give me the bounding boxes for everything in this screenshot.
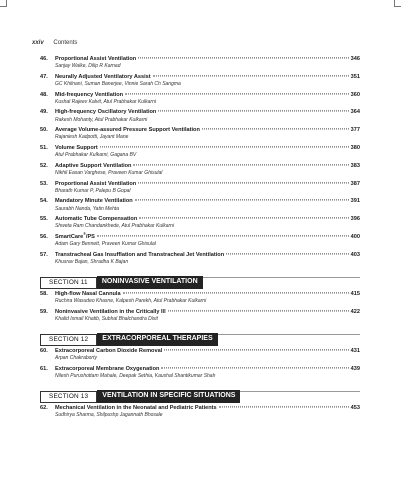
crop-mark-left <box>0 0 7 7</box>
chapter-title <box>55 216 137 223</box>
dot-leader <box>161 367 348 368</box>
dot-leader <box>138 182 348 183</box>
chapter-title-text: Proportional Assist Ventilation <box>55 180 137 187</box>
dot-leader <box>158 111 348 112</box>
page-ref: 383 <box>350 162 360 169</box>
page-ref: 403 <box>350 251 360 258</box>
chapter-title-text: Proportional Assist Ventilation <box>55 56 137 62</box>
chapter-title-text: Mandatory Minute Ventilation <box>55 198 133 205</box>
chapter-title-text: Extracorporeal Membrane Oxygenation <box>55 365 160 372</box>
chapter-number: 52. <box>40 162 48 169</box>
section-title: VENTILATION IN SPECIFIC SITUATIONS <box>97 390 240 403</box>
chapter-title-text: Noninvasive Ventilation in the Critically Ill <box>55 308 166 315</box>
chapter-title <box>55 181 136 188</box>
dot-leader <box>97 235 349 236</box>
dot-leader <box>153 75 349 76</box>
toc-entry[interactable] <box>40 234 360 247</box>
toc-entry[interactable] <box>40 56 360 69</box>
toc-entry[interactable] <box>40 92 360 105</box>
page-ref: 400 <box>350 233 360 240</box>
chapter-title-text: Neurally Adjusted Ventilatory Assist <box>55 73 151 80</box>
chapter-authors: Shweta Ram Chandankhede, Atul Prabhakar Kulkarni <box>55 223 175 230</box>
entry-list <box>40 291 360 322</box>
chapter-authors: Sudhirya Sharma, Shilpushp Jagannath Bhosale <box>55 412 163 419</box>
chapter-title-text: Extracorporeal Carbon Dioxide Removal <box>55 347 163 354</box>
dot-leader <box>168 310 349 311</box>
chapter-number: 57. <box>40 251 48 258</box>
chapter-authors: Khalid Ismail Khatib, Subhal Bhalchandra Dixit <box>55 315 158 322</box>
dot-leader <box>164 349 348 350</box>
chapter-number: 54. <box>40 198 48 205</box>
chapter-number: 61. <box>40 365 48 372</box>
page-ref: 439 <box>350 365 360 372</box>
toc-entry[interactable] <box>40 74 360 87</box>
chapter-title <box>55 291 121 298</box>
chapter-title <box>55 309 166 316</box>
toc-entry[interactable] <box>40 405 360 418</box>
chapter-title-text: Adaptive Support Ventilation <box>55 162 132 169</box>
chapter-authors: Arpan Chakraborty <box>55 355 97 362</box>
toc-entry[interactable] <box>40 348 360 361</box>
toc-entry[interactable] <box>40 309 360 322</box>
table-of-contents <box>40 56 360 423</box>
page-ref: 380 <box>350 144 360 151</box>
chapter-title-text: SmartCare <box>55 233 84 240</box>
chapter-authors: Saurabh Nanda, Yatin Mehta <box>55 205 120 212</box>
section-heading-12 <box>40 328 360 343</box>
chapter-authors: Rajaniesh Kadpotti, Jayant Mane <box>55 134 129 141</box>
dot-leader <box>202 129 349 130</box>
page-ref: 431 <box>350 347 360 354</box>
section-title: NONINVASIVE VENTILATION <box>97 276 203 289</box>
chapter-number: 48. <box>40 91 48 98</box>
chapter-authors: GC Khilnani, Suman Banerjee, Vinnie Sarah Ch Sangma <box>55 81 181 87</box>
toc-entry[interactable] <box>40 181 360 194</box>
section-number: SECTION 13 <box>40 391 97 403</box>
chapter-number: 46. <box>40 56 48 62</box>
dot-leader <box>135 200 349 201</box>
running-header <box>32 40 77 46</box>
registered-mark: ® <box>83 232 86 237</box>
chapter-title-text: High-frequency Oscillatory Ventilation <box>55 109 157 116</box>
dot-leader <box>123 292 349 293</box>
chapter-authors: Sanjay Walke, Dilip R Karnad <box>55 63 121 70</box>
chapter-title <box>55 127 200 134</box>
entry-list <box>40 56 360 265</box>
page-ref: 453 <box>350 404 360 411</box>
chapter-number: 59. <box>40 308 48 315</box>
chapter-authors: Atul Prabhakar Kulkarni, Gagana BV <box>55 152 137 159</box>
crop-mark-right <box>394 0 401 7</box>
chapter-title-text: Mid-frequency Ventilation <box>55 91 124 98</box>
section-title: EXTRACORPOREAL THERAPIES <box>97 333 217 346</box>
page-ref: 364 <box>350 109 360 116</box>
page-ref: 351 <box>350 73 360 80</box>
chapter-title-text: Automatic Tube Compensation <box>55 216 138 223</box>
page-ref: 391 <box>350 198 360 205</box>
toc-entry[interactable] <box>40 198 360 211</box>
chapter-authors: Rakesh Mohanty, Atul Prabhakar Kulkarni <box>55 116 148 123</box>
toc-entry[interactable] <box>40 109 360 122</box>
toc-entry[interactable] <box>40 366 360 379</box>
chapter-title-text: Mechanical Ventilation in the Neonatal and Pediatric Patients <box>55 404 217 411</box>
chapter-number: 58. <box>40 290 48 297</box>
chapter-title-suffix: /PS <box>85 233 95 240</box>
toc-entry[interactable] <box>40 291 360 304</box>
chapter-number: 50. <box>40 127 48 134</box>
entry-list <box>40 405 360 418</box>
chapter-authors: Adam Gary Bennett, Praveen Kumar Ghisulal <box>55 241 156 248</box>
chapter-authors: Ruchira Wasudeo Khasne, Kalpesh Parekh, Atul Prabhakar Kulkarni <box>55 298 207 305</box>
chapter-number: 47. <box>40 73 48 80</box>
dot-leader <box>133 164 348 165</box>
dot-leader <box>125 93 349 94</box>
chapter-title <box>55 74 151 81</box>
chapter-authors: Nilesh Purushottam Mahale, Deepak Sethia, Kaushal Shantikumar Shah <box>55 372 216 379</box>
section-number: SECTION 12 <box>40 334 97 346</box>
page-ref: 387 <box>350 180 360 187</box>
chapter-title <box>55 405 217 412</box>
toc-entry[interactable] <box>40 163 360 176</box>
toc-entry[interactable] <box>40 216 360 229</box>
running-title: Contents <box>53 40 78 46</box>
page-ref: 396 <box>350 216 360 223</box>
entry-list <box>40 348 360 379</box>
chapter-title <box>55 348 162 355</box>
dot-leader <box>100 146 349 147</box>
chapter-title-text: Average Volume-assured Pressure Support Ventilation <box>55 127 200 134</box>
chapter-number: 60. <box>40 347 48 354</box>
toc-entry[interactable] <box>40 252 360 265</box>
chapter-title <box>55 198 133 205</box>
page-ref: 377 <box>350 127 360 134</box>
chapter-title <box>55 366 159 373</box>
chapter-number: 51. <box>40 144 48 151</box>
toc-entry[interactable] <box>40 127 360 140</box>
chapter-title-text: Volume Support <box>55 144 98 151</box>
chapter-number: 49. <box>40 109 48 116</box>
chapter-authors: Nikhil Easan Varghese, Praveen Kumar Ghisulal <box>55 169 163 176</box>
dot-leader <box>139 218 348 219</box>
chapter-title <box>55 252 224 259</box>
chapter-authors: Bharath Kumar P, Palepu B Gopal <box>55 187 131 194</box>
page-ref: 360 <box>350 91 360 98</box>
dot-leader <box>219 406 349 407</box>
page-ref: 346 <box>350 56 360 62</box>
chapter-title <box>55 92 123 99</box>
chapter-title <box>55 109 156 116</box>
chapter-title-text: High-flow Nasal Cannula <box>55 290 121 297</box>
page-number: xxiv <box>32 40 44 46</box>
page-ref: 422 <box>350 308 360 315</box>
chapter-number: 55. <box>40 216 48 223</box>
chapter-title-text: Transtracheal Gas Insufflation and Transtracheal Jet Ventilation <box>55 251 225 258</box>
dot-leader <box>226 253 349 254</box>
toc-entry[interactable] <box>40 145 360 158</box>
chapter-title <box>55 56 136 63</box>
dot-leader <box>138 57 348 58</box>
chapter-number: 56. <box>40 233 48 240</box>
chapter-authors: Kushal Rajeev Kalvit, Atul Prabhakar Kulkarni <box>55 98 156 105</box>
section-heading-11 <box>40 271 360 286</box>
section-heading-13 <box>40 385 360 400</box>
chapter-number: 53. <box>40 180 48 187</box>
chapter-authors: Khusrav Bajan, Shradha K Bajan <box>55 258 129 265</box>
chapter-title <box>55 145 98 152</box>
chapter-number: 62. <box>40 404 48 411</box>
page-ref: 415 <box>350 290 360 297</box>
chapter-title <box>55 163 131 170</box>
section-number: SECTION 11 <box>40 277 97 289</box>
chapter-title <box>55 234 95 241</box>
